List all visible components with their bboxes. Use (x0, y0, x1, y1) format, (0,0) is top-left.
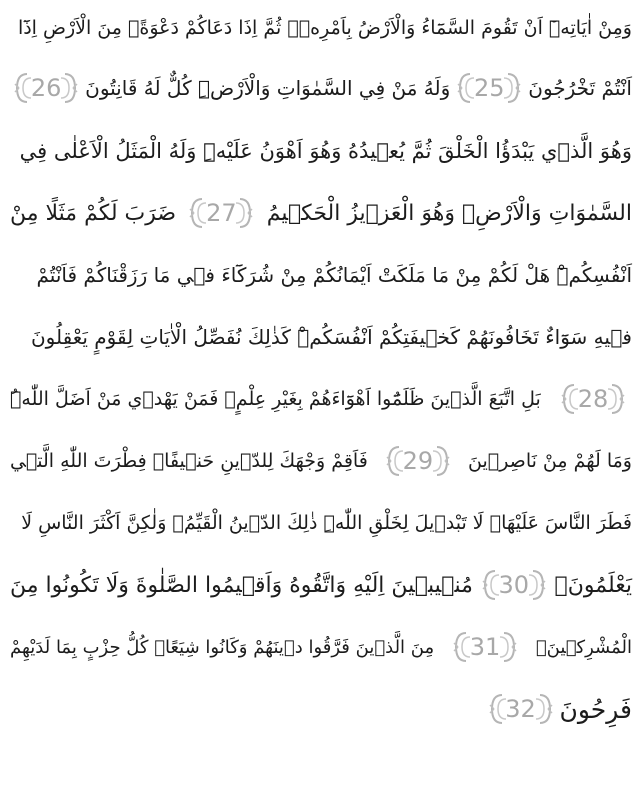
ayah-number-marker (188, 193, 254, 233)
ayah-number: 26 (30, 74, 62, 102)
verse-text: الْمُشْرِك۪ينَۙ (535, 636, 632, 658)
verse-line (10, 60, 632, 116)
verse-line (10, 433, 632, 489)
verse-text: بَلِ اتَّبَعَ الَّذ۪ينَ ظَلَمُٓوا اَهْوَٓاءَهُمْ بِغَيْرِ عِلْمٍۚ فَمَنْ يَهْد۪ي مَنْ اَضَلَّ اللّٰهُۜ (10, 388, 541, 410)
ayah-number: 27 (206, 199, 237, 227)
ayah-number-marker (456, 68, 522, 108)
verse-text: مِنَ الَّذ۪ينَ فَرَّقُوا د۪ينَهُمْ وَكَانُوا شِيَعًاۜ كُلُّ حِزْبٍ بِمَا لَدَيْهِمْ (10, 636, 435, 658)
verse-line (10, 0, 632, 56)
ayah-number-marker (385, 441, 451, 481)
verse-line (10, 371, 632, 427)
ayah-number-marker (13, 68, 79, 108)
verse-text: ف۪يهِ سَوَٓاءٌ تَخَافُونَهُمْ كَخ۪يفَتِكُمْ اَنْفُسَكُمْۜ كَذٰلِكَ نُفَصِّلُ الْاٰيَاتِ لِقَوْمٍ يَعْقِلُونَ (30, 325, 632, 349)
verse-text: مُن۪يب۪ينَ اِلَيْهِ وَاتَّقُوهُ وَاَق۪يمُوا الصَّلٰوةَ وَلَا تَكُونُوا مِنَ (10, 572, 473, 598)
verse-text: وَلَهُ مَنْ فِي السَّمٰوَاتِ وَالْاَرْضِۜ كُلٌّ لَهُ قَانِتُونَ (85, 76, 451, 100)
verse-line (10, 619, 632, 675)
ayah-number: 25 (474, 74, 505, 102)
ayah-number-marker (452, 627, 518, 667)
ayah-number: 28 (577, 385, 609, 413)
verse-line (10, 185, 632, 241)
ayah-number: 30 (498, 571, 529, 599)
verse-text: اَنْتُمْ تَخْرُجُونَ (528, 76, 632, 100)
verse-text: فَطَرَ النَّاسَ عَلَيْهَاۜ لَا تَبْد۪يلَ لِخَلْقِ اللّٰهِۜ ذٰلِكَ الدّ۪ينُ الْقَيِّمُۙ وَلٰكِنَّ اَكْثَرَ النَّاسِ لَا (21, 512, 632, 534)
verse-line (10, 495, 632, 551)
verse-text: فَرِحُونَ (559, 694, 632, 724)
verse-line (10, 557, 632, 613)
verse-line (10, 309, 632, 365)
verse-text: وَهُوَ الَّذ۪ي يَبْدَؤُا الْخَلْقَ ثُمَّ يُع۪يدُهُ وَهُوَ اَهْوَنُ عَلَيْهِۜ وَلَهُ الْمَثَلُ الْاَعْلٰى فِي (19, 139, 632, 163)
verse-line (10, 247, 632, 303)
verse-text: فَاَقِمْ وَجْهَكَ لِلدّ۪ينِ حَن۪يفًاۜ فِطْرَتَ اللّٰهِ الَّت۪ي (10, 450, 368, 472)
verse-text: السَّمٰوَاتِ وَالْاَرْضِۚ وَهُوَ الْعَز۪يزُ الْحَك۪يمُ (266, 200, 632, 226)
verse-text: اَنْفُسِكُمْۜ هَلْ لَكُمْ مِنْ مَا مَلَكَتْ اَيْمَانُكُمْ مِنْ شُرَكَٓاءَ ف۪ي مَا رَزَقْنَاكُمْ فَاَنْتُمْ (36, 263, 632, 287)
ayah-number: 29 (402, 447, 434, 475)
ayah-number: 32 (505, 695, 536, 723)
ayah-number-marker (481, 565, 547, 605)
verse-line (10, 123, 632, 179)
ayah-number-marker (488, 689, 554, 729)
ayah-number-marker (560, 379, 626, 419)
verse-text: ضَرَبَ لَكُمْ مَثَلًا مِنْ (10, 200, 177, 226)
ayah-number: 31 (469, 633, 501, 661)
verse-text: وَمَا لَهُمْ مِنْ نَاصِر۪ينَ (468, 450, 632, 472)
verse-text: يَعْلَمُونَۙ (554, 572, 632, 598)
verse-text: وَمِنْ اٰيَاتِه۪ٓ اَنْ تَقُومَ السَّمَٓاءُ وَالْاَرْضُ بِاَمْرِه۪ۜ ثُمَّ اِذَا دَعَاكُمْ دَعْوَةًۗ مِنَ الْاَرْضِ اِذَٓا (17, 17, 632, 39)
verse-line (10, 681, 632, 737)
